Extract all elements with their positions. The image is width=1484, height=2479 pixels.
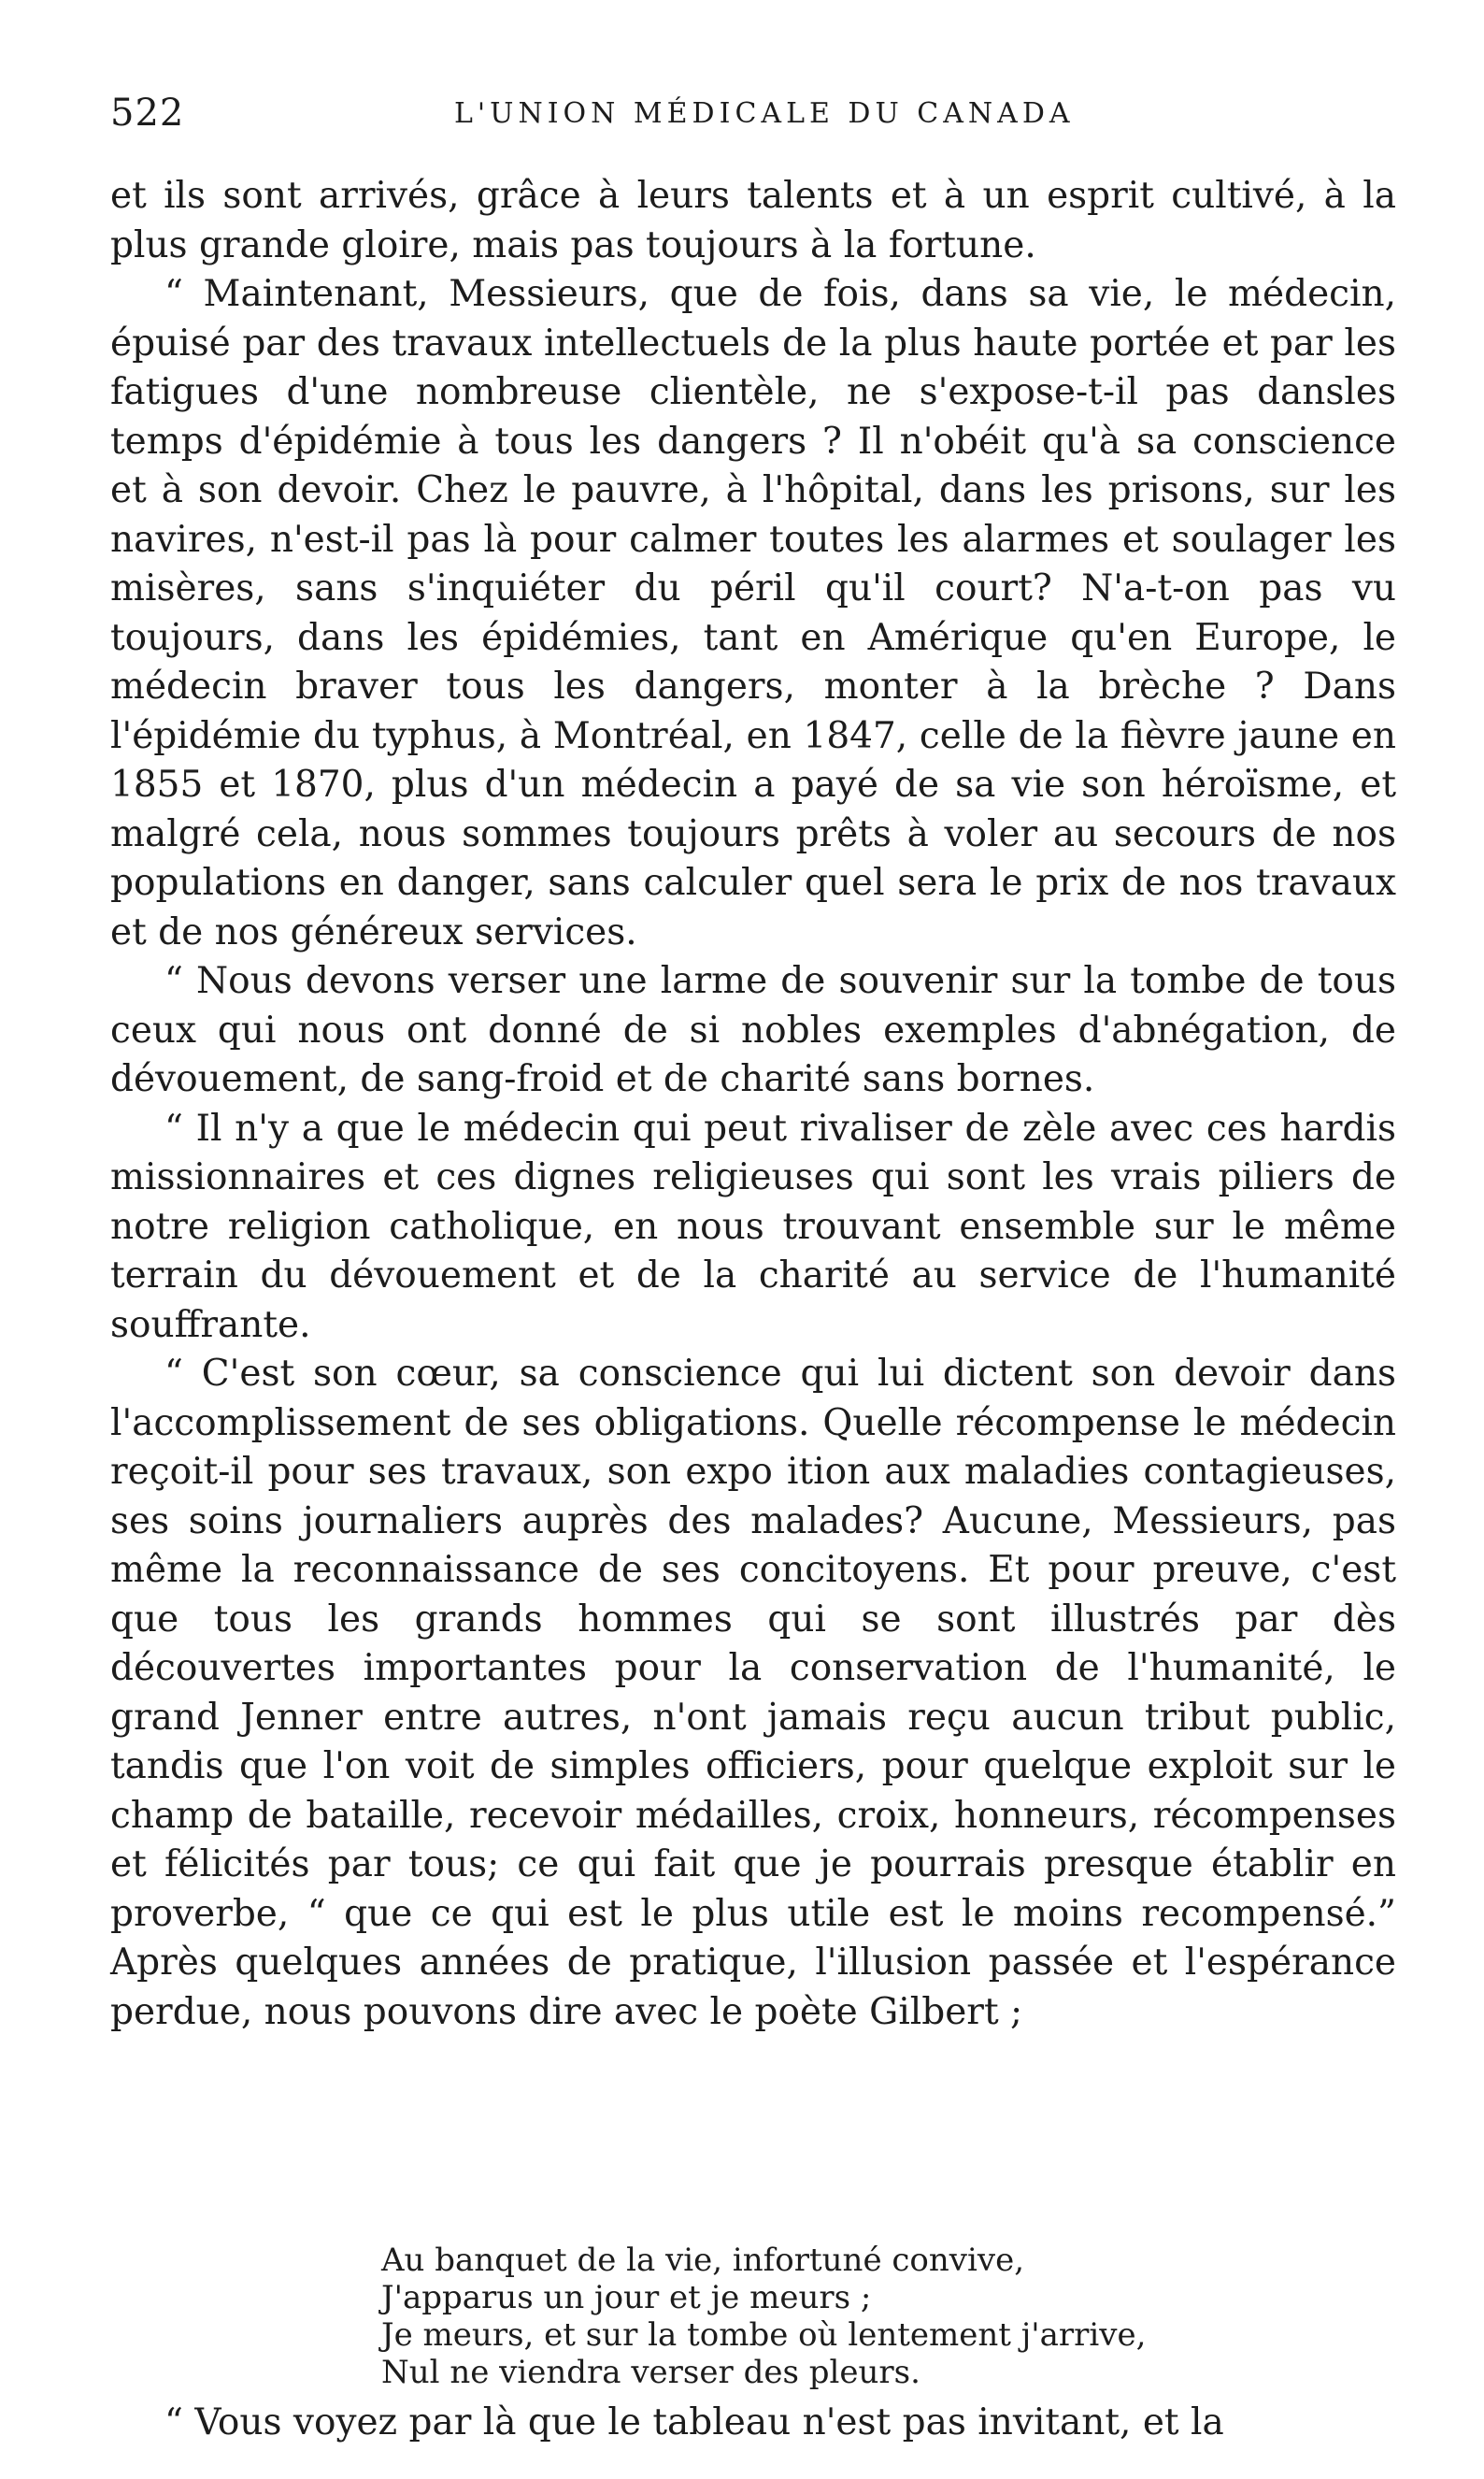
poem-line: Je meurs, et sur la tombe où lentement j'arrive, (381, 2316, 1147, 2354)
paragraph-recompense: “ C'est son cœur, sa conscience qui lui dictent son devoir dans l'accomplissement de ses obligations. Quelle récompense le médecin reçoit-il pour ses travaux, son expo ition aux maladies contagieuses, ses soins journaliers auprès des malades? Aucune, Messieurs, pas même la reconnaissance de ses concitoyens. Et pour preuve, c'est que tous les grands hommes qui se sont illustrés par dès découvertes importantes pour la conservation de l'humanité, le grand Jenner entre autres, n'ont jamais reçu aucun tribut public, tandis que l'on voit de simples officiers, pour quelque exploit sur le champ de bataille, recevoir médailles, croix, honneurs, récompenses et félicités par tous; ce qui fait que je pourrais presque établir en proverbe, “ que ce qui est le plus utile est le moins recompensé.” Après quelques années de pratique, l'illusion passée et l'espérance perdue, nous pouvons dire avec le poète Gilbert ; (110, 1353, 1396, 2033)
poem-line: Nul ne viendra verser des pleurs. (381, 2354, 920, 2391)
paragraph-final-line: “ Vous voyez par là que le tableau n'est pas invitant, et la (164, 2401, 1224, 2443)
journal-title: L'UNION MÉDICALE DU CANADA (454, 97, 1075, 130)
body-text (110, 172, 1396, 2037)
paragraph-missionaries: “ Il n'y a que le médecin qui peut rivaliser de zèle avec ces hardis missionnaires et ces dignes religieuses qui sont les vrais piliers de notre religion catholique, en nous trouvant ensemble sur le même terrain du dévouement et de la charité au service de l'humanité souffrante. (110, 1107, 1396, 1346)
poem-line: Au banquet de la vie, infortuné convive, (381, 2242, 1025, 2279)
paragraph-continuation: et ils sont arrivés, grâce à leurs talents et à un esprit cultivé, à la plus grande gloire, mais pas toujours à la fortune. (110, 175, 1396, 266)
paragraph-epidemic-dangers: “ Maintenant, Messieurs, que de fois, dans sa vie, le médecin, épuisé par des travaux intellectuels de la plus haute portée et par les fatigues d'une nombreuse clientèle, ne s'expose-t-il pas dansles temps d'épidémie à tous les dangers ? Il n'obéit qu'à sa conscience et à son devoir. Chez le pauvre, à l'hôpital, dans les prisons, sur les navires, n'est-il pas là pour calmer toutes les alarmes et soulager les misères, sans s'inquiéter du péril qu'il court? N'a-t-on pas vu toujours, dans les épidémies, tant en Amérique qu'en Europe, le médecin braver tous les dangers, monter à la brèche ? Dans l'épidémie du typhus, à Montréal, en 1847, celle de la fièvre jaune en 1855 et 1870, plus d'un médecin a payé de sa vie son héroïsme, et malgré cela, nous sommes toujours prêts à voler au secours de nos populations en danger, sans calculer quel sera le prix de nos travaux et de nos généreux services. (110, 273, 1396, 953)
running-head (110, 92, 1381, 138)
page-number: 522 (110, 92, 185, 135)
poem-line: J'apparus un jour et je meurs ; (381, 2279, 872, 2316)
poem-gilbert (381, 2242, 1316, 2391)
paragraph-remembrance: “ Nous devons verser une larme de souvenir sur la tombe de tous ceux qui nous ont donné de si nobles exemples d'abnégation, de dévouement, de sang-froid et de charité sans bornes. (110, 960, 1396, 1100)
